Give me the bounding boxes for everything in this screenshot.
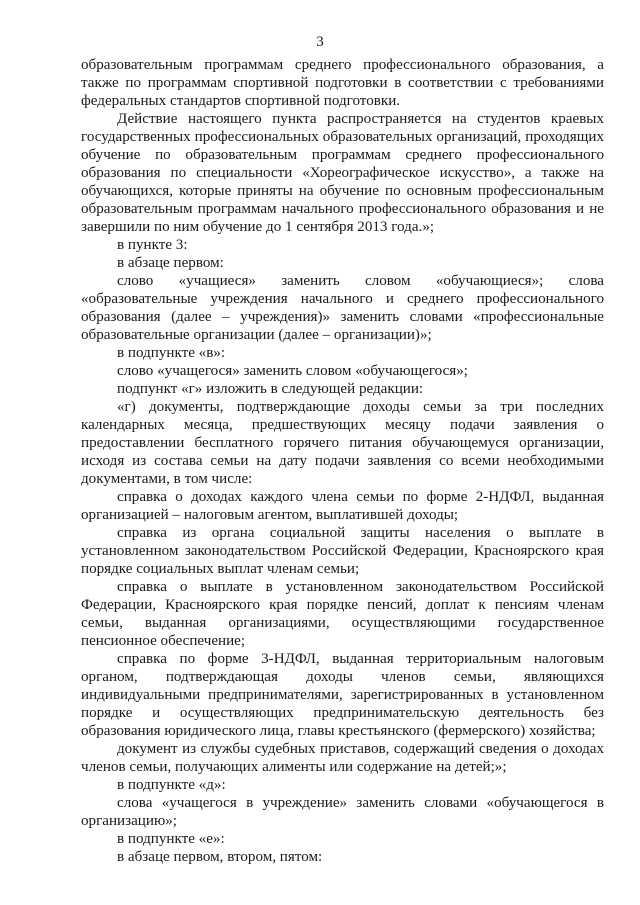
paragraph: подпункт «г» изложить в следующей редакции: (117, 381, 424, 397)
paragraph: в подпункте «в»: (117, 345, 226, 361)
paragraph: в пункте 3: (117, 237, 188, 253)
page-number: 3 (316, 34, 324, 50)
paragraph: справка о доходах каждого члена семьи по форме 2-НДФЛ, выданная организацией – налоговым агентом, выплатившей доходы; (81, 489, 604, 523)
paragraph: «г) документы, подтверждающие доходы семьи за три последних календарных месяца, предшествующих месяцу подачи заявления о предоставлении бесплатного горячего питания обучающемуся организации, исходя из состава семьи на дату подачи заявления со всеми необходимыми документами, в том числе: (81, 399, 604, 487)
paragraph: справка о выплате в установленном законодательством Российской Федерации, Красноярского края порядке пенсий, доплат к пенсиям членам семьи, выданная организациями, осуществляющими государственное пенсионное обеспечение; (81, 579, 604, 649)
document-body (81, 56, 604, 866)
paragraph: слова «учащегося в учреждение» заменить словами «обучающегося в организацию»; (81, 795, 604, 829)
paragraph: в подпункте «е»: (117, 831, 225, 847)
paragraph: образовательным программам среднего профессионального образования, а также по программам спортивной подготовки в соответствии с требованиями федеральных стандартов спортивной подготовки. (81, 57, 604, 109)
paragraph: в подпункте «д»: (117, 777, 226, 793)
paragraph: слово «учащегося» заменить словом «обучающегося»; (117, 363, 468, 379)
paragraph: в абзаце первом, втором, пятом: (117, 849, 323, 865)
paragraph: документ из службы судебных приставов, содержащий сведения о доходах членов семьи, получающих алименты или содержание на детей;»; (81, 741, 604, 775)
paragraph: в абзаце первом: (117, 255, 224, 271)
paragraph: Действие настоящего пункта распространяется на студентов краевых государственных профессиональных образовательных организаций, проходящих обучение по образовательным программам среднего профессионального образования по специальности «Хореографическое искусство», а также на обучающихся, которые приняты на обучение по основным профессиональным образовательным программам начального профессионального образования и не завершили по ним обучение до 1 сентября 2013 года.»; (81, 111, 604, 235)
paragraph: справка из органа социальной защиты населения о выплате в установленном законодательством Российской Федерации, Красноярского края порядке социальных выплат членам семьи; (81, 525, 604, 577)
paragraph: справка по форме 3-НДФЛ, выданная территориальным налоговым органом, подтверждающая доходы членов семьи, являющихся индивидуальными предпринимателями, зарегистрированных в установленном порядке и осуществляющих предпринимательскую деятельность без образования юридического лица, главы крестьянского (фермерского) хозяйства; (81, 651, 604, 739)
paragraph: слово «учащиеся» заменить словом «обучающиеся»; слова «образовательные учреждения начального и среднего профессионального образования (далее – учреждения)» заменить словами «профессиональные образовательные организации (далее – организации)»; (81, 273, 604, 343)
